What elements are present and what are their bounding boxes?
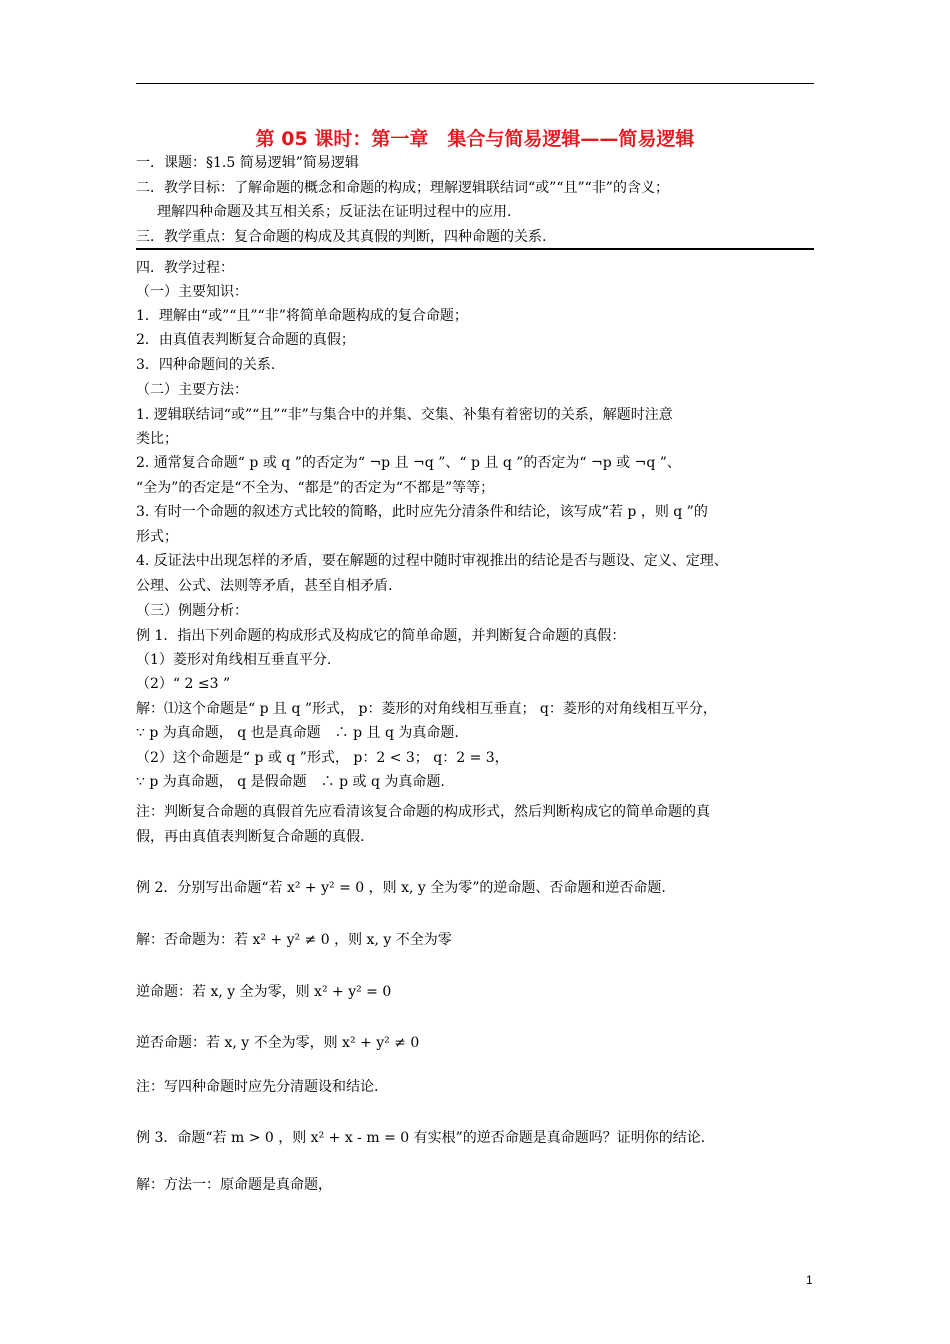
text-line: 逆命题：若 x, y 全为零，则 x² + y² = 0 (136, 984, 392, 1000)
text-line: 4. 反证法中出现怎样的矛盾，要在解题的过程中随时审视推出的结论是否与题设、定义、定理、 (136, 553, 728, 569)
text-line: 注：判断复合命题的真假首先应看清该复合命题的构成形式，然后判断构成它的简单命题的真 (136, 804, 710, 820)
text-line: （2）“ 2 ≤3 ” (136, 676, 231, 692)
text-line: 2. 通常复合命题“ p 或 q ”的否定为“ ¬p 且 ¬q ”、“ p 且 q ”的否定为“ ¬p 或 ¬q ”、 (136, 455, 681, 471)
text-line: ∵ p 为真命题， q 也是真命题 ∴ p 且 q 为真命题. (136, 725, 459, 741)
text-line: 类比； (136, 431, 178, 447)
text-line: 公理、公式、法则等矛盾，甚至自相矛盾. (136, 578, 393, 594)
section-rule (136, 248, 814, 250)
text-line: （一）主要知识： (136, 284, 248, 300)
text-line: 一．课题：§1.5 简易逻辑”简易逻辑 (136, 155, 359, 171)
text-line: “全为”的否定是“不全为、“都是”的否定为“不都是”等等； (136, 480, 495, 496)
text-line: 3. 有时一个命题的叙述方式比较的简略，此时应先分清条件和结论，该写成“若 p ，则 q ”的 (136, 504, 708, 520)
text-line: 例 3．命题“若 m > 0 ，则 x² + x - m = 0 有实根”的逆否命题是真命题吗？证明你的结论. (136, 1130, 706, 1146)
text-line: 注：写四种命题时应先分清题设和结论. (136, 1079, 379, 1095)
text-line: （1）菱形对角线相互垂直平分. (136, 652, 332, 668)
text-line: ∵ p 为真命题， q 是假命题 ∴ p 或 q 为真命题. (136, 774, 445, 790)
text-line: （2）这个命题是“ p 或 q ”形式， p：2 < 3； q：2 = 3， (136, 750, 509, 766)
text-line: 假，再由真值表判断复合命题的真假. (136, 829, 365, 845)
text-line: （二）主要方法： (136, 382, 248, 398)
text-line: 例 2．分别写出命题“若 x² + y² = 0 ，则 x, y 全为零”的逆命题、否命题和逆否命题. (136, 880, 666, 896)
text-line: 3．四种命题间的关系. (136, 357, 276, 373)
text-line: 2．由真值表判断复合命题的真假； (136, 332, 355, 348)
text-line: 例 1．指出下列命题的构成形式及构成它的简单命题，并判断复合命题的真假： (136, 628, 626, 644)
text-line: 解：方法一：原命题是真命题， (136, 1177, 332, 1193)
text-line: （三）例题分析： (136, 603, 248, 619)
text-line: 1．理解由“或”“且”“非”将简单命题构成的复合命题； (136, 308, 468, 324)
text-line: 逆否命题：若 x, y 不全为零，则 x² + y² ≠ 0 (136, 1035, 420, 1051)
text-line: 形式； (136, 529, 178, 545)
page-number: 1 (806, 1273, 813, 1287)
text-line: 理解四种命题及其互相关系；反证法在证明过程中的应用. (157, 204, 512, 220)
text-line: 1. 逻辑联结词“或”“且”“非”与集合中的并集、交集、补集有着密切的关系，解题时注意 (136, 407, 673, 423)
page-title: 第 05 课时：第一章 集合与简易逻辑——简易逻辑 (255, 128, 695, 150)
header-rule (136, 83, 814, 84)
text-line: 二．教学目标：了解命题的概念和命题的构成；理解逻辑联结词“或”“且”“非”的含义； (136, 180, 669, 196)
text-line: 解：⑴这个命题是“ p 且 q ”形式， p：菱形的对角线相互垂直； q：菱形的对角线相互平分， (136, 701, 717, 717)
text-line: 解：否命题为：若 x² + y² ≠ 0 ，则 x, y 不全为零 (136, 932, 452, 948)
text-line: 四．教学过程： (136, 260, 234, 276)
text-line: 三．教学重点：复合命题的构成及其真假的判断，四种命题的关系. (136, 229, 547, 245)
